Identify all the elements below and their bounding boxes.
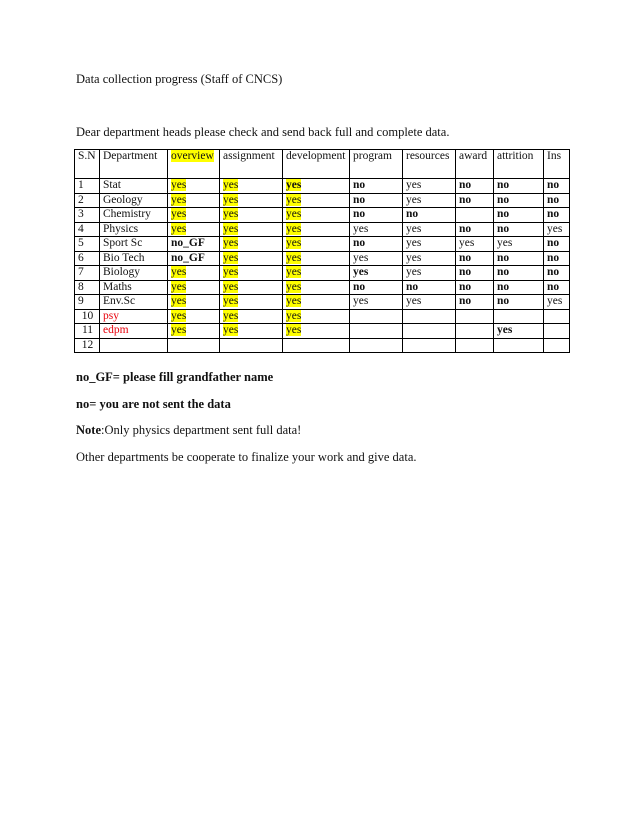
status-value: yes: [223, 179, 239, 191]
status-cell: [220, 208, 283, 223]
status-cell: [220, 251, 283, 266]
status-value: yes: [286, 193, 302, 206]
status-cell: no: [456, 222, 494, 237]
status-cell: [283, 251, 350, 266]
status-cell: yes: [544, 295, 570, 310]
status-value: yes: [223, 222, 239, 235]
status-value: yes: [171, 179, 187, 191]
status-value: yes: [286, 309, 302, 322]
status-cell: no: [456, 251, 494, 266]
status-cell: [168, 338, 220, 353]
row-number-cell: 12: [75, 338, 100, 353]
status-cell: [456, 309, 494, 324]
status-cell: [220, 280, 283, 295]
table-row: [75, 251, 570, 266]
column-header: Department: [100, 150, 168, 179]
status-cell: [494, 309, 544, 324]
status-cell: no: [544, 208, 570, 223]
status-cell: no: [494, 295, 544, 310]
status-cell: [456, 324, 494, 339]
status-cell: [350, 309, 403, 324]
column-header: [168, 150, 220, 179]
status-cell: [220, 237, 283, 252]
department-cell: Physics: [100, 222, 168, 237]
status-cell: no: [456, 280, 494, 295]
status-cell: [168, 309, 220, 324]
status-cell: no: [494, 193, 544, 208]
status-cell: [283, 266, 350, 281]
status-value: yes: [171, 295, 187, 307]
department-cell: Chemistry: [100, 208, 168, 223]
status-value: yes: [286, 222, 302, 235]
status-cell: yes: [544, 222, 570, 237]
status-value: yes: [223, 237, 239, 249]
status-cell: yes: [350, 222, 403, 237]
status-cell: [168, 193, 220, 208]
status-cell: no: [456, 266, 494, 281]
row-number-cell: 8: [75, 280, 100, 295]
status-value: yes: [286, 280, 302, 293]
status-value: yes: [223, 324, 239, 336]
status-cell: yes: [494, 324, 544, 339]
status-cell: [168, 295, 220, 310]
row-number-cell: 2: [75, 193, 100, 208]
status-value: yes: [286, 251, 302, 264]
status-cell: yes: [403, 237, 456, 252]
status-cell: [283, 338, 350, 353]
department-cell: psy: [100, 309, 168, 324]
status-cell: no: [544, 179, 570, 194]
table-row: [75, 222, 570, 237]
status-cell: yes: [403, 295, 456, 310]
status-cell: [403, 324, 456, 339]
department-cell: Stat: [100, 179, 168, 194]
status-cell: [220, 338, 283, 353]
legend-no-gf: no_GF= please fill grandfather name: [76, 370, 274, 384]
row-number-cell: 5: [75, 237, 100, 252]
table-row: [75, 295, 570, 310]
status-cell: no: [403, 208, 456, 223]
column-header: resources: [403, 150, 456, 179]
status-cell: yes: [403, 266, 456, 281]
column-header: award: [456, 150, 494, 179]
status-value: yes: [286, 295, 302, 307]
column-header: assignment: [220, 150, 283, 179]
status-cell: [283, 309, 350, 324]
status-cell: [544, 338, 570, 353]
status-cell: [168, 222, 220, 237]
table-row: [75, 266, 570, 281]
table-row: [75, 324, 570, 339]
status-cell: [283, 222, 350, 237]
status-cell: [350, 324, 403, 339]
row-number-cell: 10: [75, 309, 100, 324]
status-cell: yes: [403, 222, 456, 237]
status-cell: [168, 208, 220, 223]
status-cell: no: [544, 280, 570, 295]
row-number-cell: 1: [75, 179, 100, 194]
note-text: :Only physics department sent full data!: [101, 423, 302, 437]
status-value: yes: [286, 237, 302, 249]
table-header-row: [75, 150, 570, 179]
department-cell: Geology: [100, 193, 168, 208]
column-header: Ins: [544, 150, 570, 179]
status-value: yes: [171, 324, 187, 336]
column-header: development: [283, 150, 350, 179]
department-cell: Biology: [100, 266, 168, 281]
status-value: yes: [171, 193, 187, 206]
column-header: S.N: [75, 150, 100, 179]
status-cell: no: [456, 179, 494, 194]
status-value: yes: [223, 309, 239, 322]
table-row: [75, 193, 570, 208]
status-value: yes: [286, 324, 302, 336]
status-cell: no: [494, 266, 544, 281]
status-cell: [544, 309, 570, 324]
status-cell: [283, 193, 350, 208]
status-cell: [220, 222, 283, 237]
table-row: [75, 280, 570, 295]
status-value: yes: [223, 208, 239, 220]
column-header: attrition: [494, 150, 544, 179]
status-cell: [283, 324, 350, 339]
status-cell: [494, 338, 544, 353]
status-cell: [283, 280, 350, 295]
status-cell: no: [544, 193, 570, 208]
status-cell: no: [350, 237, 403, 252]
status-value: yes: [223, 193, 239, 206]
status-cell: no: [494, 280, 544, 295]
department-cell: Sport Sc: [100, 237, 168, 252]
table-row: [75, 338, 570, 353]
status-cell: no: [494, 179, 544, 194]
status-cell: [220, 309, 283, 324]
note-label: Note: [76, 423, 101, 437]
status-cell: [220, 295, 283, 310]
status-cell: [283, 295, 350, 310]
status-cell: no: [456, 193, 494, 208]
status-value: yes: [286, 266, 302, 278]
status-cell: no: [544, 266, 570, 281]
department-cell: Maths: [100, 280, 168, 295]
table-row: [75, 237, 570, 252]
status-value: yes: [286, 179, 302, 191]
status-cell: [403, 338, 456, 353]
status-cell: [220, 179, 283, 194]
status-value: yes: [223, 295, 239, 307]
table-row: [75, 208, 570, 223]
status-cell: [283, 179, 350, 194]
status-cell: no_GF: [168, 237, 220, 252]
status-value: yes: [171, 280, 187, 293]
status-cell: yes: [456, 237, 494, 252]
column-header: program: [350, 150, 403, 179]
status-value: yes: [171, 309, 187, 322]
closing-text: Other departments be cooperate to finalize your work and give data.: [76, 450, 417, 464]
status-cell: no: [544, 237, 570, 252]
status-value: yes: [286, 208, 302, 220]
status-cell: no_GF: [168, 251, 220, 266]
status-value: yes: [223, 251, 239, 264]
status-cell: no: [494, 251, 544, 266]
status-value: yes: [171, 222, 187, 235]
intro-text: Dear department heads please check and send back full and complete data.: [76, 125, 450, 139]
status-cell: yes: [350, 266, 403, 281]
note-line: [76, 423, 301, 438]
status-value: yes: [171, 208, 187, 220]
status-cell: [168, 280, 220, 295]
status-cell: [544, 324, 570, 339]
document-title: Data collection progress (Staff of CNCS): [76, 72, 283, 86]
status-cell: [350, 338, 403, 353]
status-cell: [168, 266, 220, 281]
status-cell: no: [494, 208, 544, 223]
department-cell: edpm: [100, 324, 168, 339]
row-number-cell: 4: [75, 222, 100, 237]
status-value: yes: [171, 266, 187, 278]
status-cell: no: [350, 280, 403, 295]
status-cell: yes: [403, 251, 456, 266]
row-number-cell: 6: [75, 251, 100, 266]
status-cell: yes: [403, 193, 456, 208]
status-cell: [168, 179, 220, 194]
status-cell: no: [350, 208, 403, 223]
status-cell: no: [494, 222, 544, 237]
legend-no: no= you are not sent the data: [76, 397, 231, 411]
column-header-label: overview: [171, 150, 214, 162]
status-cell: no: [403, 280, 456, 295]
progress-table: [74, 149, 570, 353]
status-cell: no: [544, 251, 570, 266]
row-number-cell: 9: [75, 295, 100, 310]
status-cell: yes: [350, 295, 403, 310]
status-cell: no: [456, 295, 494, 310]
status-cell: [283, 208, 350, 223]
status-cell: [403, 309, 456, 324]
table-row: [75, 309, 570, 324]
status-value: yes: [223, 280, 239, 293]
row-number-cell: 7: [75, 266, 100, 281]
status-cell: [220, 324, 283, 339]
department-cell: [100, 338, 168, 353]
status-cell: [220, 266, 283, 281]
status-cell: no: [350, 179, 403, 194]
status-cell: yes: [350, 251, 403, 266]
status-cell: no: [350, 193, 403, 208]
row-number-cell: 3: [75, 208, 100, 223]
status-cell: [283, 237, 350, 252]
status-cell: [456, 208, 494, 223]
status-value: yes: [223, 266, 239, 278]
table-row: [75, 179, 570, 194]
status-cell: [456, 338, 494, 353]
row-number-cell: 11: [75, 324, 100, 339]
status-cell: yes: [403, 179, 456, 194]
status-cell: [168, 324, 220, 339]
status-cell: yes: [494, 237, 544, 252]
department-cell: Bio Tech: [100, 251, 168, 266]
status-cell: [220, 193, 283, 208]
department-cell: Env.Sc: [100, 295, 168, 310]
